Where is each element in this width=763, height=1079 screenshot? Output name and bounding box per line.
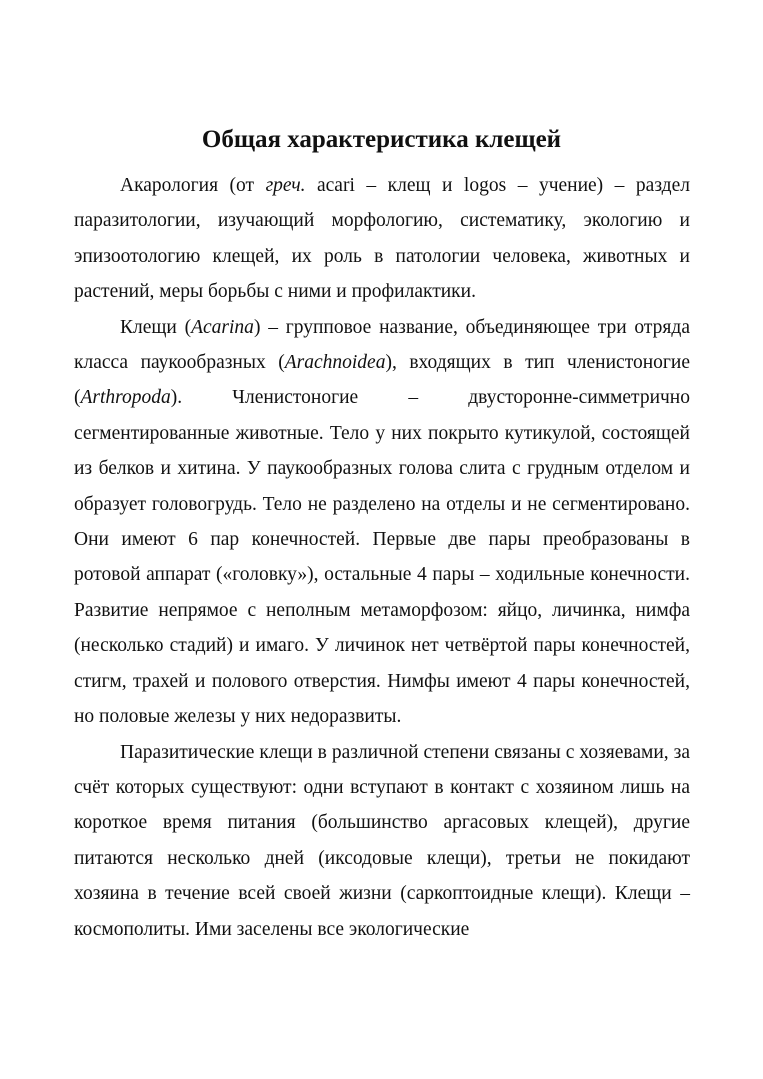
italic-term: Arachnoidea xyxy=(284,352,386,374)
page-title: Общая характеристика клещей xyxy=(201,126,562,153)
italic-term: Acarina xyxy=(191,316,254,338)
paragraph-mites-definition xyxy=(74,310,690,735)
paragraph-text: acari – клещ и logos – учение) – раздел паразитологии, изучающий морфологию, систематику, экологию и эпизоотологию клещей, их роль в патологии человека, животных и растений, меры борьбы с ними и профилактики. xyxy=(74,175,690,303)
paragraph-text: ). Членистоногие – двусторонне-симметрично сегментированные животные. Тело у них покрыто кутикулой, состоящей из белков и хитина. У паукообразных голова слита с грудным отделом и образует головогрудь. Тело не разделено на отделы и не сегментировано. Они имеют 6 пар конечностей. Первые две пары преобразованы в ротовой аппарат («головку»), остальные 4 пары – ходильные конечности. Развитие непрямое с неполным метаморфозом: яйцо, личинка, нимфа (несколько стадий) и имаго. У личинок нет четвёртой пары конечностей, стигм, трахей и полового отверстия. Нимфы имеют 4 пары конечностей, но половые железы у них недоразвиты. xyxy=(74,387,690,728)
document-body xyxy=(74,168,690,947)
paragraph-text: Акарология (от xyxy=(120,175,266,196)
paragraph-text: ), входящих в тип членистоногие ( xyxy=(74,352,690,409)
italic-term: Arthropoda xyxy=(80,387,171,409)
paragraph-text: Клещи ( xyxy=(120,316,192,338)
paragraph-parasitic-mites xyxy=(74,735,690,947)
paragraph-text: Паразитические клещи в различной степени связаны с хозяевами, за счёт которых существуют: одни вступают в контакт с хозяином лишь на короткое время питания (большинство аргасовых клещей), другие питаются несколько дней (иксодовые клещи), третьи не покидают хозяина в течение всей своей жизни (саркоптоидные клещи). Клещи – космополиты. Ими заселены все экологические xyxy=(74,741,690,940)
paragraph-acarology xyxy=(74,168,690,310)
italic-term: греч. xyxy=(265,175,306,196)
paragraph-text: ) – групповое название, объединяющее три отряда класса паукообразных ( xyxy=(74,316,690,374)
